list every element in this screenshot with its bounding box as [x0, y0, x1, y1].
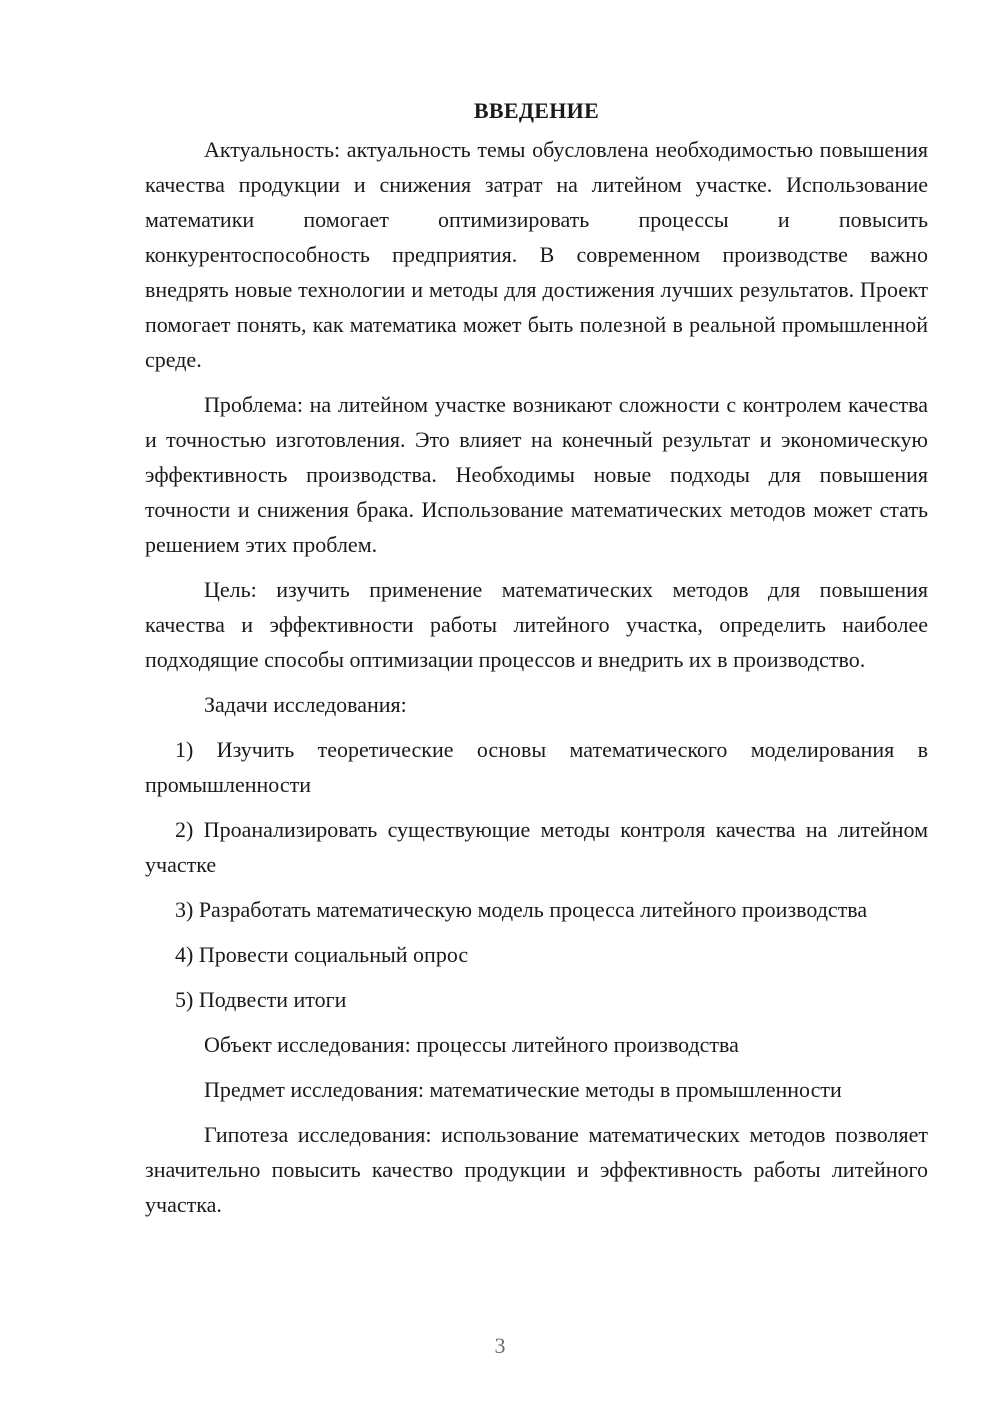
task-item: 1) Изучить теоретические основы математического моделирования в промышленности — [145, 737, 928, 797]
page-title: ВВЕДЕНИЕ — [473, 98, 600, 123]
research-subject: Предмет исследования: математические методы в промышленности — [204, 1077, 842, 1102]
page-number: 3 — [494, 1333, 506, 1358]
document-page — [145, 96, 928, 1222]
task-item: 4) Провести социальный опрос — [175, 942, 469, 967]
tasks-heading: Задачи исследования: — [204, 692, 407, 717]
relevance-paragraph: Актуальность: актуальность темы обусловлена необходимостью повышения качества продукции и снижения затрат на литейном участке. Использование математики помогает оптимизировать процессы и повысить конкурентоспособность предприятия. В современном производстве важно внедрять новые технологии и методы для достижения лучших результатов. Проект помогает понять, как математика может быть полезной в реальной промышленной среде. — [145, 137, 928, 372]
research-object: Объект исследования: процессы литейного производства — [204, 1032, 739, 1057]
task-item: 2) Проанализировать существующие методы контроля качества на литейном участке — [145, 817, 928, 877]
task-item: 5) Подвести итоги — [175, 987, 347, 1012]
problem-paragraph: Проблема: на литейном участке возникают сложности с контролем качества и точностью изготовления. Это влияет на конечный результат и экономическую эффективность производства. Необходимы новые подходы для повышения точности и снижения брака. Использование математических методов может стать решением этих проблем. — [145, 392, 928, 557]
task-item: 3) Разработать математическую модель процесса литейного производства — [175, 897, 868, 922]
research-hypothesis: Гипотеза исследования: использование математических методов позволяет значительно повысить качество продукции и эффективность работы литейного участка. — [145, 1122, 928, 1217]
goal-paragraph: Цель: изучить применение математических методов для повышения качества и эффективности работы литейного участка, определить наиболее подходящие способы оптимизации процессов и внедрить их в производство. — [145, 577, 928, 672]
